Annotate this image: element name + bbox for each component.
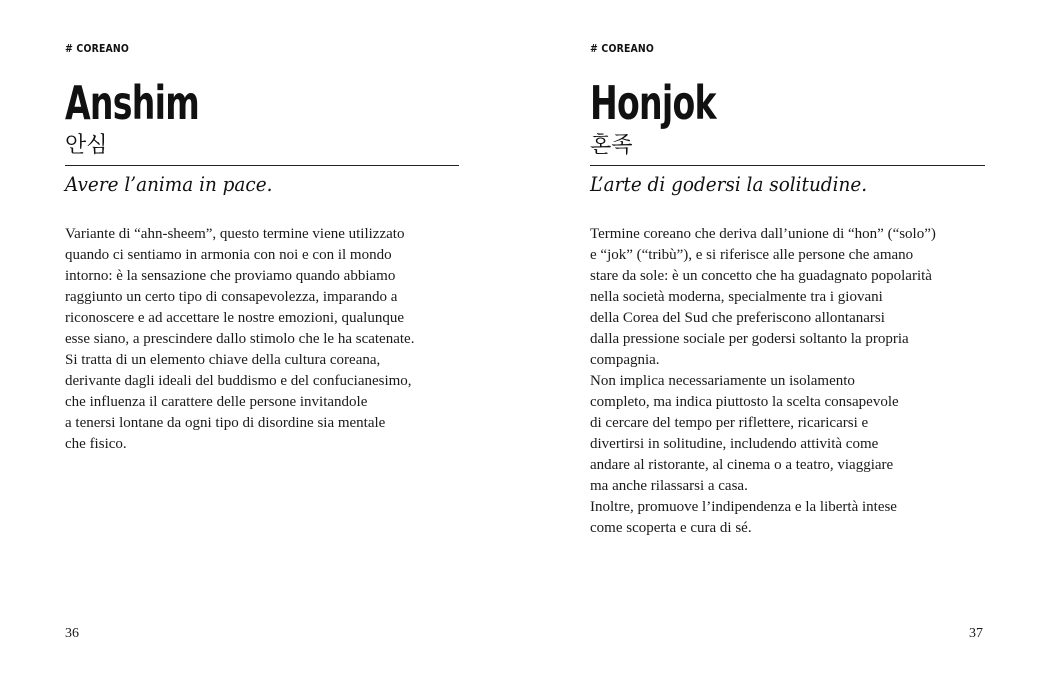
body-line: divertirsi in solitudine, includendo attività come — [590, 436, 879, 452]
left-page — [65, 0, 465, 673]
body-line: intorno: è la sensazione che proviamo quando abbiamo — [65, 268, 396, 284]
category-tag: # COREANO — [65, 42, 130, 55]
term-definition: L’arte di godersi la solitudine. — [590, 172, 868, 196]
body-line: ma anche rilassarsi a casa. — [590, 478, 748, 494]
body-line: Si tratta di un elemento chiave della cultura coreana, — [65, 352, 381, 368]
right-page — [590, 0, 990, 673]
body-line: derivante dagli ideali del buddismo e del confucianesimo, — [65, 373, 412, 389]
title-divider — [590, 165, 985, 166]
term-title: Anshim — [65, 76, 200, 130]
body-text — [65, 224, 414, 455]
body-line: raggiunto un certo tipo di consapevolezza, imparando a — [65, 289, 398, 305]
body-line: esse siano, a prescindere dallo stimolo che le ha scatenate. — [65, 331, 415, 347]
body-line: nella società moderna, specialmente tra i giovani — [590, 289, 883, 305]
body-line: compagnia. — [590, 352, 660, 368]
title-divider — [65, 165, 459, 166]
body-line: completo, ma indica piuttosto la scelta consapevole — [590, 394, 899, 410]
body-line: della Corea del Sud che preferiscono allontanarsi — [590, 310, 885, 326]
hangul-term: 혼족 — [590, 133, 633, 158]
body-line: quando ci sentiamo in armonia con noi e con il mondo — [65, 247, 392, 263]
body-line: a tenersi lontane da ogni tipo di disordine sia mentale — [65, 415, 386, 431]
body-line: che influenza il carattere delle persone invitandole — [65, 394, 368, 410]
body-text — [590, 224, 936, 539]
body-line: riconoscere e ad accettare le nostre emozioni, qualunque — [65, 310, 405, 326]
body-line: dalla pressione sociale per godersi soltanto la propria — [590, 331, 909, 347]
body-line: stare da sole: è un concetto che ha guadagnato popolarità — [590, 268, 932, 284]
page-number: 37 — [969, 626, 983, 641]
term-title: Honjok — [590, 76, 716, 130]
term-definition: Avere l’anima in pace. — [65, 172, 273, 196]
body-line: Inoltre, promuove l’indipendenza e la libertà intese — [590, 499, 897, 515]
body-line: che fisico. — [65, 436, 127, 452]
body-line: Non implica necessariamente un isolamento — [590, 373, 855, 389]
hangul-term: 안심 — [65, 133, 108, 158]
body-line: Termine coreano che deriva dall’unione di “hon” (“solo”) — [590, 226, 936, 242]
body-line: Variante di “ahn-sheem”, questo termine viene utilizzato — [65, 226, 405, 242]
body-line: andare al ristorante, al cinema o a teatro, viaggiare — [590, 457, 894, 473]
page-number: 36 — [65, 626, 79, 641]
body-line: come scoperta e cura di sé. — [590, 520, 752, 536]
body-line: di cercare del tempo per riflettere, ricaricarsi e — [590, 415, 869, 431]
category-tag: # COREANO — [590, 42, 655, 55]
body-line: e “jok” (“tribù”), e si riferisce alle persone che amano — [590, 247, 914, 263]
